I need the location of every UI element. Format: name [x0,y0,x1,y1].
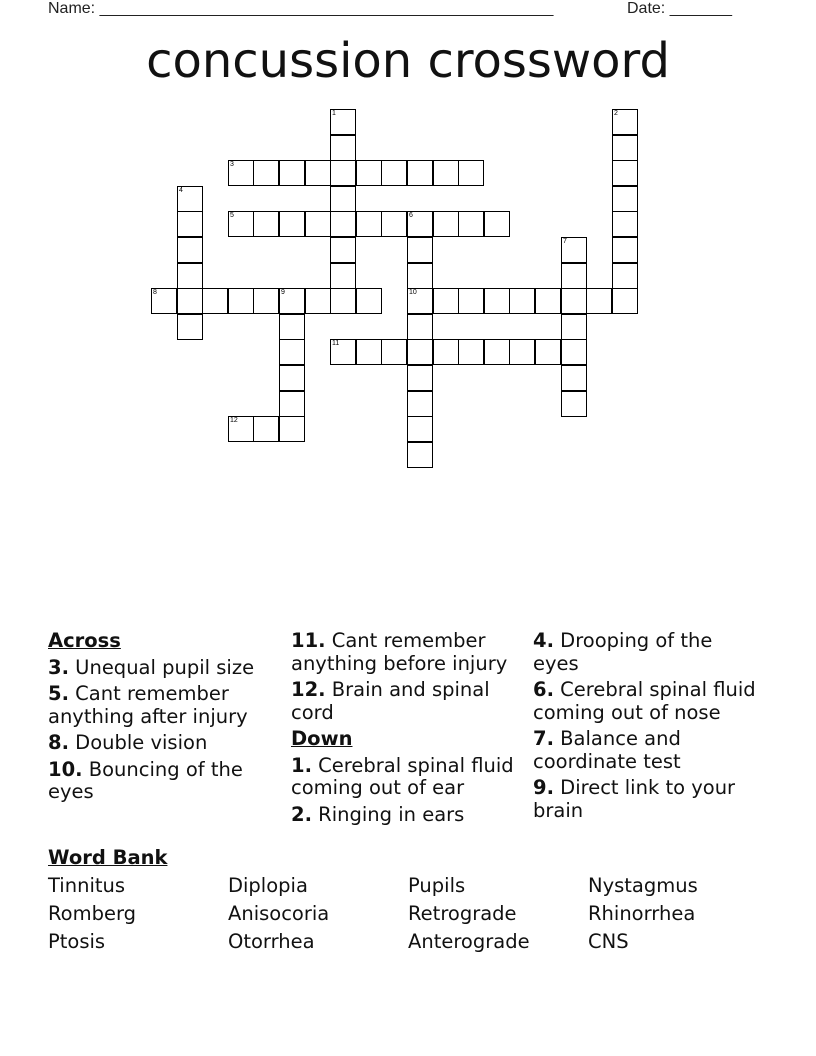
clue-text: Direct link to your brain [533,776,736,822]
clue-text: Drooping of the eyes [533,629,713,675]
clue-number: 9. [533,776,554,799]
clue-text: Cerebral spinal fluid coming out of nose [533,678,756,724]
clues-column-2 [291,630,526,830]
grid-cell[interactable] [330,160,356,186]
grid-cell[interactable] [407,237,433,263]
grid-cell[interactable] [279,211,305,237]
clue-number: 6. [533,678,554,701]
grid-cell[interactable] [330,135,356,161]
clue-text: Double vision [68,731,208,754]
grid-cell[interactable] [177,314,203,340]
word-bank-item: Nystagmus [588,874,698,897]
grid-cell[interactable] [228,160,254,186]
across-clue-list-continued [291,630,526,724]
clue-text: Cerebral spinal fluid coming out of ear [291,753,514,799]
clue-number: 10. [48,757,83,781]
grid-cell[interactable] [612,186,638,212]
grid-cell[interactable] [561,365,587,391]
grid-cell[interactable] [279,160,305,186]
clue-number: 5 [230,212,234,219]
grid-cell[interactable] [356,339,382,365]
grid-cell[interactable] [407,160,433,186]
word-bank-item: Romberg [48,902,137,925]
grid-cell[interactable] [279,416,305,442]
clue-item [48,657,278,680]
clue-number: 4. [533,629,554,652]
grid-cell[interactable] [433,288,459,314]
grid-cell[interactable] [561,339,587,365]
grid-cell[interactable] [177,288,203,314]
clue-number: 6 [409,212,413,219]
clue-item [48,683,278,728]
grid-cell[interactable] [407,314,433,340]
word-bank-item: Anterograde [408,930,530,953]
grid-cell[interactable] [407,339,433,365]
clue-number: 12 [230,417,238,424]
grid-cell[interactable] [407,365,433,391]
word-bank-item: Anisocoria [228,902,330,925]
clue-item [48,732,278,755]
grid-cell[interactable] [330,109,356,135]
clue-item [291,755,526,800]
clue-item [533,728,763,773]
clue-number: 3. [48,655,69,679]
grid-cell[interactable] [458,160,484,186]
grid-cell[interactable] [228,288,254,314]
word-bank-item: Retrograde [408,902,517,925]
grid-cell[interactable] [279,365,305,391]
word-bank-heading: Word Bank [48,846,168,869]
grid-cell[interactable] [612,288,638,314]
clue-text: Unequal pupil size [68,655,255,679]
grid-cell[interactable] [612,135,638,161]
word-bank-item: Otorrhea [228,930,315,953]
word-bank-item: Tinnitus [48,874,126,897]
grid-cell[interactable] [484,339,510,365]
grid-cell[interactable] [561,263,587,289]
clue-number: 10 [409,289,417,296]
grid-cell[interactable] [458,339,484,365]
grid-cell[interactable] [484,211,510,237]
grid-cell[interactable] [381,339,407,365]
grid-cell[interactable] [561,288,587,314]
grid-cell[interactable] [612,211,638,237]
clue-item [291,679,526,724]
clue-item [533,630,763,675]
clue-item [48,759,278,804]
grid-cell[interactable] [612,237,638,263]
grid-cell[interactable] [151,288,177,314]
grid-cell[interactable] [407,391,433,417]
grid-cell[interactable] [305,160,331,186]
down-clue-list-continued [533,630,763,822]
grid-cell[interactable] [509,339,535,365]
down-clue-list [291,755,526,827]
grid-cell[interactable] [253,160,279,186]
grid-cell[interactable] [330,186,356,212]
grid-cell[interactable] [177,211,203,237]
clue-number: 3 [230,161,234,168]
grid-cell[interactable] [253,211,279,237]
clue-item [533,679,763,724]
clue-text: Ringing in ears [311,802,465,826]
grid-cell[interactable] [330,339,356,365]
grid-cell[interactable] [458,288,484,314]
grid-cell[interactable] [330,211,356,237]
grid-cell[interactable] [356,288,382,314]
grid-cell[interactable] [177,263,203,289]
grid-cell[interactable] [407,288,433,314]
grid-cell[interactable] [433,160,459,186]
date-field: Date: _______ [627,0,732,17]
grid-cell[interactable] [612,263,638,289]
grid-cell[interactable] [407,211,433,237]
grid-cell[interactable] [484,288,510,314]
grid-cell[interactable] [177,186,203,212]
grid-cell[interactable] [433,211,459,237]
grid-cell[interactable] [612,109,638,135]
clue-number: 7. [533,727,554,750]
clue-number: 7 [563,238,567,245]
word-bank-item: Ptosis [48,930,106,953]
grid-cell[interactable] [228,416,254,442]
grid-cell[interactable] [561,391,587,417]
grid-cell[interactable] [407,416,433,442]
grid-cell[interactable] [407,263,433,289]
grid-cell[interactable] [330,237,356,263]
clue-item [291,630,526,675]
clue-number: 8. [48,731,69,754]
name-field: Name: ___________________________________________________ [48,0,554,17]
across-heading: Across [48,629,121,652]
grid-cell[interactable] [356,211,382,237]
clue-item [291,804,526,827]
word-bank-item: CNS [588,930,629,953]
grid-cell[interactable] [330,263,356,289]
grid-cell[interactable] [305,211,331,237]
grid-cell[interactable] [509,288,535,314]
clue-number: 1 [332,110,336,117]
clue-text: Brain and spinal cord [291,678,490,724]
grid-cell[interactable] [561,314,587,340]
grid-cell[interactable] [381,211,407,237]
grid-cell[interactable] [561,237,587,263]
clues-column-1 [48,630,278,808]
grid-cell[interactable] [381,160,407,186]
grid-cell[interactable] [279,391,305,417]
grid-cell[interactable] [202,288,228,314]
clue-number: 11 [332,340,340,347]
grid-cell[interactable] [279,288,305,314]
clue-number: 2 [614,110,618,117]
grid-cell[interactable] [407,442,433,468]
grid-cell[interactable] [586,288,612,314]
grid-cell[interactable] [253,288,279,314]
across-clue-list [48,657,278,804]
clue-number: 9 [281,289,285,296]
clue-item [533,777,763,822]
grid-cell[interactable] [330,288,356,314]
clue-text: Balance and coordinate test [533,727,681,773]
clue-number: 4 [179,187,183,194]
grid-cell[interactable] [177,237,203,263]
word-bank-item: Rhinorrhea [588,902,696,925]
clue-number: 12. [291,678,326,701]
clue-text: Cant remember anything after injury [48,682,248,728]
word-bank-item: Diplopia [228,874,308,897]
clue-number: 5. [48,682,69,705]
grid-cell[interactable] [535,339,561,365]
grid-cell[interactable] [228,211,254,237]
clue-number: 2. [291,802,312,826]
clue-text: Cant remember anything before injury [291,629,508,675]
clue-text: Bouncing of the eyes [48,757,243,803]
grid-cell[interactable] [612,160,638,186]
grid-cell[interactable] [356,160,382,186]
clue-number: 1. [291,753,312,777]
grid-cell[interactable] [279,339,305,365]
clues-column-3 [533,630,763,826]
grid-cell[interactable] [279,314,305,340]
down-heading: Down [291,727,353,750]
grid-cell[interactable] [458,211,484,237]
clue-number: 8 [153,289,157,296]
page-title: concussion crossword [146,33,670,89]
grid-cell[interactable] [253,416,279,442]
grid-cell[interactable] [305,288,331,314]
grid-cell[interactable] [433,339,459,365]
clue-number: 11. [291,629,326,652]
word-bank-item: Pupils [408,874,466,897]
grid-cell[interactable] [535,288,561,314]
